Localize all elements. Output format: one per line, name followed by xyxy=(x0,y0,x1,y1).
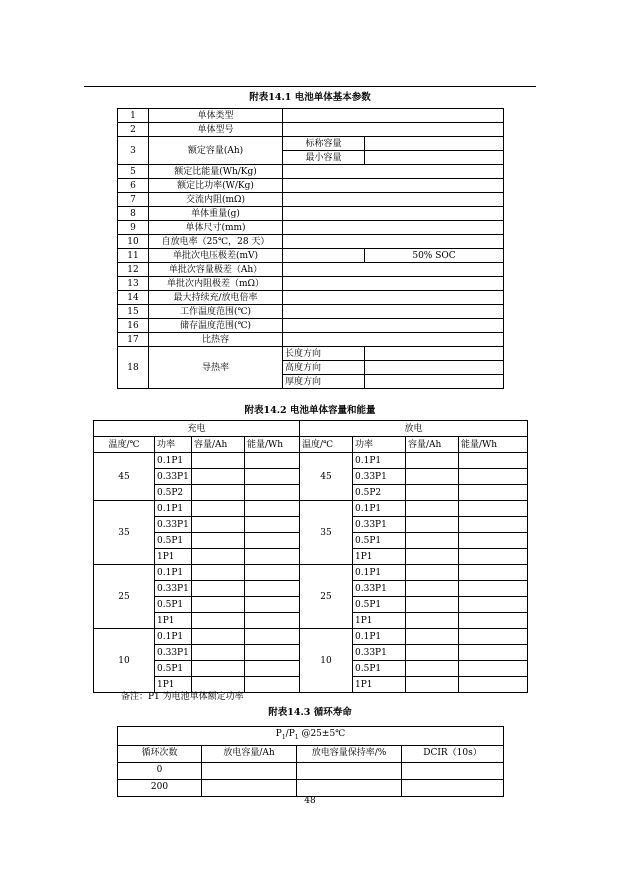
col-cycles: 循环次数 xyxy=(118,745,202,762)
row-number: 2 xyxy=(118,123,149,137)
discharge-power: 0.5P1 xyxy=(353,533,406,549)
col-temp: 温度/℃ xyxy=(300,437,353,453)
cycle-count: 0 xyxy=(118,762,202,779)
parameter-label: 最大持续充/放电倍率 xyxy=(149,291,283,305)
sub-label: 标称容量 xyxy=(283,137,365,151)
discharge-power: 0.5P1 xyxy=(353,661,406,677)
charge-capacity-cell xyxy=(192,517,245,533)
discharge-power: 0.33P1 xyxy=(353,517,406,533)
value-cell xyxy=(283,263,504,277)
charge-temp: 45 xyxy=(94,453,155,501)
charge-energy-cell xyxy=(245,469,300,485)
cycle-count: 200 xyxy=(118,779,202,796)
charge-energy-cell xyxy=(245,549,300,565)
charge-energy-cell xyxy=(245,597,300,613)
discharge-power: 0.1P1 xyxy=(353,565,406,581)
parameter-label: 交流内阻(mΩ) xyxy=(149,193,283,207)
row-number: 1 xyxy=(118,109,149,123)
parameter-label: 工作温度范围(℃) xyxy=(149,305,283,319)
value-cell xyxy=(283,235,504,249)
value-cell xyxy=(283,319,504,333)
discharge-capacity-cell xyxy=(406,501,459,517)
parameter-label: 单体类型 xyxy=(149,109,283,123)
row-number: 16 xyxy=(118,319,149,333)
value-cell xyxy=(283,277,504,291)
charge-energy-cell xyxy=(245,501,300,517)
charge-power: 0.33P1 xyxy=(155,469,192,485)
discharge-energy-cell xyxy=(459,661,528,677)
charge-capacity-cell xyxy=(192,629,245,645)
discharge-power: 0.33P1 xyxy=(353,469,406,485)
discharge-energy-cell xyxy=(459,549,528,565)
discharge-capacity-cell xyxy=(406,549,459,565)
col-temp: 温度/℃ xyxy=(94,437,155,453)
charge-power: 0.1P1 xyxy=(155,501,192,517)
charge-power: 1P1 xyxy=(155,549,192,565)
header-rule xyxy=(84,86,536,87)
discharge-energy-cell xyxy=(459,533,528,549)
value-cell xyxy=(283,109,504,123)
charge-capacity-cell xyxy=(192,549,245,565)
value-cell xyxy=(283,305,504,319)
charge-power: 0.33P1 xyxy=(155,645,192,661)
charge-energy-cell xyxy=(245,581,300,597)
row-number: 17 xyxy=(118,333,149,347)
charge-energy-cell xyxy=(245,645,300,661)
charge-power: 0.1P1 xyxy=(155,629,192,645)
discharge-power: 0.1P1 xyxy=(353,501,406,517)
discharge-capacity-cell xyxy=(406,485,459,501)
parameter-label: 比热容 xyxy=(149,333,283,347)
col-capacity: 容量/Ah xyxy=(406,437,459,453)
discharge-capacity-cell xyxy=(406,565,459,581)
discharge-temp: 25 xyxy=(300,565,353,629)
row-number: 10 xyxy=(118,235,149,249)
charge-energy-cell xyxy=(245,533,300,549)
parameter-label: 单批次容量极差（Ah） xyxy=(149,263,283,277)
discharge-power: 0.33P1 xyxy=(353,645,406,661)
charge-capacity-cell xyxy=(192,661,245,677)
parameter-label: 额定比能量(Wh/Kg) xyxy=(149,165,283,179)
value-cell xyxy=(283,179,504,193)
value-cell xyxy=(283,249,365,263)
discharge-energy-cell xyxy=(459,485,528,501)
row-number: 18 xyxy=(118,347,149,389)
discharge-temp: 35 xyxy=(300,501,353,565)
parameter-label: 储存温度范围(℃) xyxy=(149,319,283,333)
row-number: 11 xyxy=(118,249,149,263)
discharge-power: 0.5P1 xyxy=(353,597,406,613)
discharge-power: 0.33P1 xyxy=(353,581,406,597)
col-power: 功率 xyxy=(353,437,406,453)
charge-power: 0.1P1 xyxy=(155,565,192,581)
parameter-label: 单批次电压极差(mV) xyxy=(149,249,283,263)
row-number: 14 xyxy=(118,291,149,305)
row-number: 8 xyxy=(118,207,149,221)
row-number: 13 xyxy=(118,277,149,291)
discharge-capacity-cell xyxy=(406,645,459,661)
discharge-capacity-cell xyxy=(406,533,459,549)
charge-power: 1P1 xyxy=(155,613,192,629)
discharge-power: 1P1 xyxy=(353,613,406,629)
sub-label: 最小容量 xyxy=(283,151,365,165)
value-cell xyxy=(283,123,504,137)
cell-parameters-table xyxy=(117,108,504,389)
parameter-label: 单批次内阻极差（mΩ） xyxy=(149,277,283,291)
condition-note: 50% SOC xyxy=(365,249,504,263)
discharge-energy-cell xyxy=(459,677,528,693)
value-cell xyxy=(283,193,504,207)
charge-energy-cell xyxy=(245,661,300,677)
direction-label: 高度方向 xyxy=(283,361,365,375)
discharge-capacity-cell xyxy=(406,597,459,613)
charge-capacity-cell xyxy=(192,533,245,549)
discharge-power: 1P1 xyxy=(353,677,406,693)
value-cell xyxy=(283,221,504,235)
value-cell xyxy=(365,137,504,151)
charge-energy-cell xyxy=(245,517,300,533)
parameter-label: 额定容量(Ah) xyxy=(149,137,283,165)
parameter-label: 额定比功率(W/Kg) xyxy=(149,179,283,193)
charge-capacity-cell xyxy=(192,565,245,581)
discharge-power: 0.5P2 xyxy=(353,485,406,501)
value-cell xyxy=(365,347,504,361)
row-number: 15 xyxy=(118,305,149,319)
col-energy: 能量/Wh xyxy=(459,437,528,453)
charge-power: 0.1P1 xyxy=(155,453,192,469)
discharge-power: 0.1P1 xyxy=(353,453,406,469)
col-retention: 放电容量保持率/% xyxy=(297,745,402,762)
discharge-power: 0.1P1 xyxy=(353,629,406,645)
direction-label: 厚度方向 xyxy=(283,375,365,389)
discharge-temp: 10 xyxy=(300,629,353,693)
parameter-label: 导热率 xyxy=(149,347,283,389)
discharge-temp: 45 xyxy=(300,453,353,501)
value-cell xyxy=(365,375,504,389)
charge-temp: 10 xyxy=(94,629,155,693)
parameter-label: 单体型号 xyxy=(149,123,283,137)
charge-power: 0.33P1 xyxy=(155,517,192,533)
page-number: 48 xyxy=(304,796,316,806)
charge-power: 0.5P2 xyxy=(155,485,192,501)
charge-capacity-cell xyxy=(192,645,245,661)
value-cell xyxy=(283,207,504,221)
charge-energy-cell xyxy=(245,629,300,645)
parameter-label: 单体尺寸(mm) xyxy=(149,221,283,235)
capacity-energy-table xyxy=(93,420,528,693)
discharge-power: 1P1 xyxy=(353,549,406,565)
col-capacity: 容量/Ah xyxy=(192,437,245,453)
discharge-capacity-cell xyxy=(406,453,459,469)
parameter-label: 自放电率（25℃，28 天） xyxy=(149,235,283,249)
discharge-energy-cell xyxy=(459,581,528,597)
charge-capacity-cell xyxy=(192,597,245,613)
discharge-capacity-cell xyxy=(406,581,459,597)
discharge-energy-cell xyxy=(459,597,528,613)
discharge-energy-cell xyxy=(459,645,528,661)
col-energy: 能量/Wh xyxy=(245,437,300,453)
test-condition: $P_1/P_1$ @25±5℃ xyxy=(118,727,504,746)
charge-capacity-cell xyxy=(192,453,245,469)
col-power: 功率 xyxy=(155,437,192,453)
row-number: 6 xyxy=(118,179,149,193)
discharge-capacity-cell xyxy=(406,517,459,533)
row-number: 7 xyxy=(118,193,149,207)
discharge-capacity-cell xyxy=(406,661,459,677)
col-dcir: DCIR（10s） xyxy=(402,745,504,762)
charge-power: 0.5P1 xyxy=(155,533,192,549)
table3-caption: 附表14.3 循环寿命 xyxy=(268,707,352,718)
discharge-energy-cell xyxy=(459,629,528,645)
charge-energy-cell xyxy=(245,453,300,469)
charge-power: 0.5P1 xyxy=(155,597,192,613)
value-cell xyxy=(283,333,504,347)
value-cell xyxy=(283,165,504,179)
row-number: 12 xyxy=(118,263,149,277)
charge-temp: 35 xyxy=(94,501,155,565)
charge-capacity-cell xyxy=(192,485,245,501)
charge-energy-cell xyxy=(245,677,300,693)
charge-energy-cell xyxy=(245,565,300,581)
value-cell xyxy=(365,361,504,375)
discharge-energy-cell xyxy=(459,501,528,517)
cycle-life-table xyxy=(117,726,504,797)
charge-power: 0.33P1 xyxy=(155,581,192,597)
charge-energy-cell xyxy=(245,613,300,629)
charge-power: 0.5P1 xyxy=(155,661,192,677)
table2-caption: 附表14.2 电池单体容量和能量 xyxy=(244,405,376,416)
discharge-capacity-cell xyxy=(406,629,459,645)
discharge-capacity-cell xyxy=(406,613,459,629)
discharge-energy-cell xyxy=(459,469,528,485)
discharge-energy-cell xyxy=(459,565,528,581)
col-discharge-capacity: 放电容量/Ah xyxy=(202,745,297,762)
charge-capacity-cell xyxy=(192,581,245,597)
charge-capacity-cell xyxy=(192,501,245,517)
row-number: 5 xyxy=(118,165,149,179)
charge-header: 充电 xyxy=(94,421,300,437)
row-number: 3 xyxy=(118,137,149,165)
charge-capacity-cell xyxy=(192,613,245,629)
charge-capacity-cell xyxy=(192,469,245,485)
discharge-capacity-cell xyxy=(406,469,459,485)
discharge-energy-cell xyxy=(459,613,528,629)
discharge-energy-cell xyxy=(459,453,528,469)
charge-energy-cell xyxy=(245,485,300,501)
table2-note: 备注：P1 为电池单体额定功率 xyxy=(121,692,244,702)
direction-label: 长度方向 xyxy=(283,347,365,361)
discharge-energy-cell xyxy=(459,517,528,533)
value-cell xyxy=(283,291,504,305)
discharge-capacity-cell xyxy=(406,677,459,693)
table1-caption: 附表14.1 电池单体基本参数 xyxy=(249,92,371,103)
value-cell xyxy=(365,151,504,165)
parameter-label: 单体重量(g) xyxy=(149,207,283,221)
row-number: 9 xyxy=(118,221,149,235)
charge-power: 1P1 xyxy=(155,677,192,693)
discharge-header: 放电 xyxy=(300,421,528,437)
charge-temp: 25 xyxy=(94,565,155,629)
